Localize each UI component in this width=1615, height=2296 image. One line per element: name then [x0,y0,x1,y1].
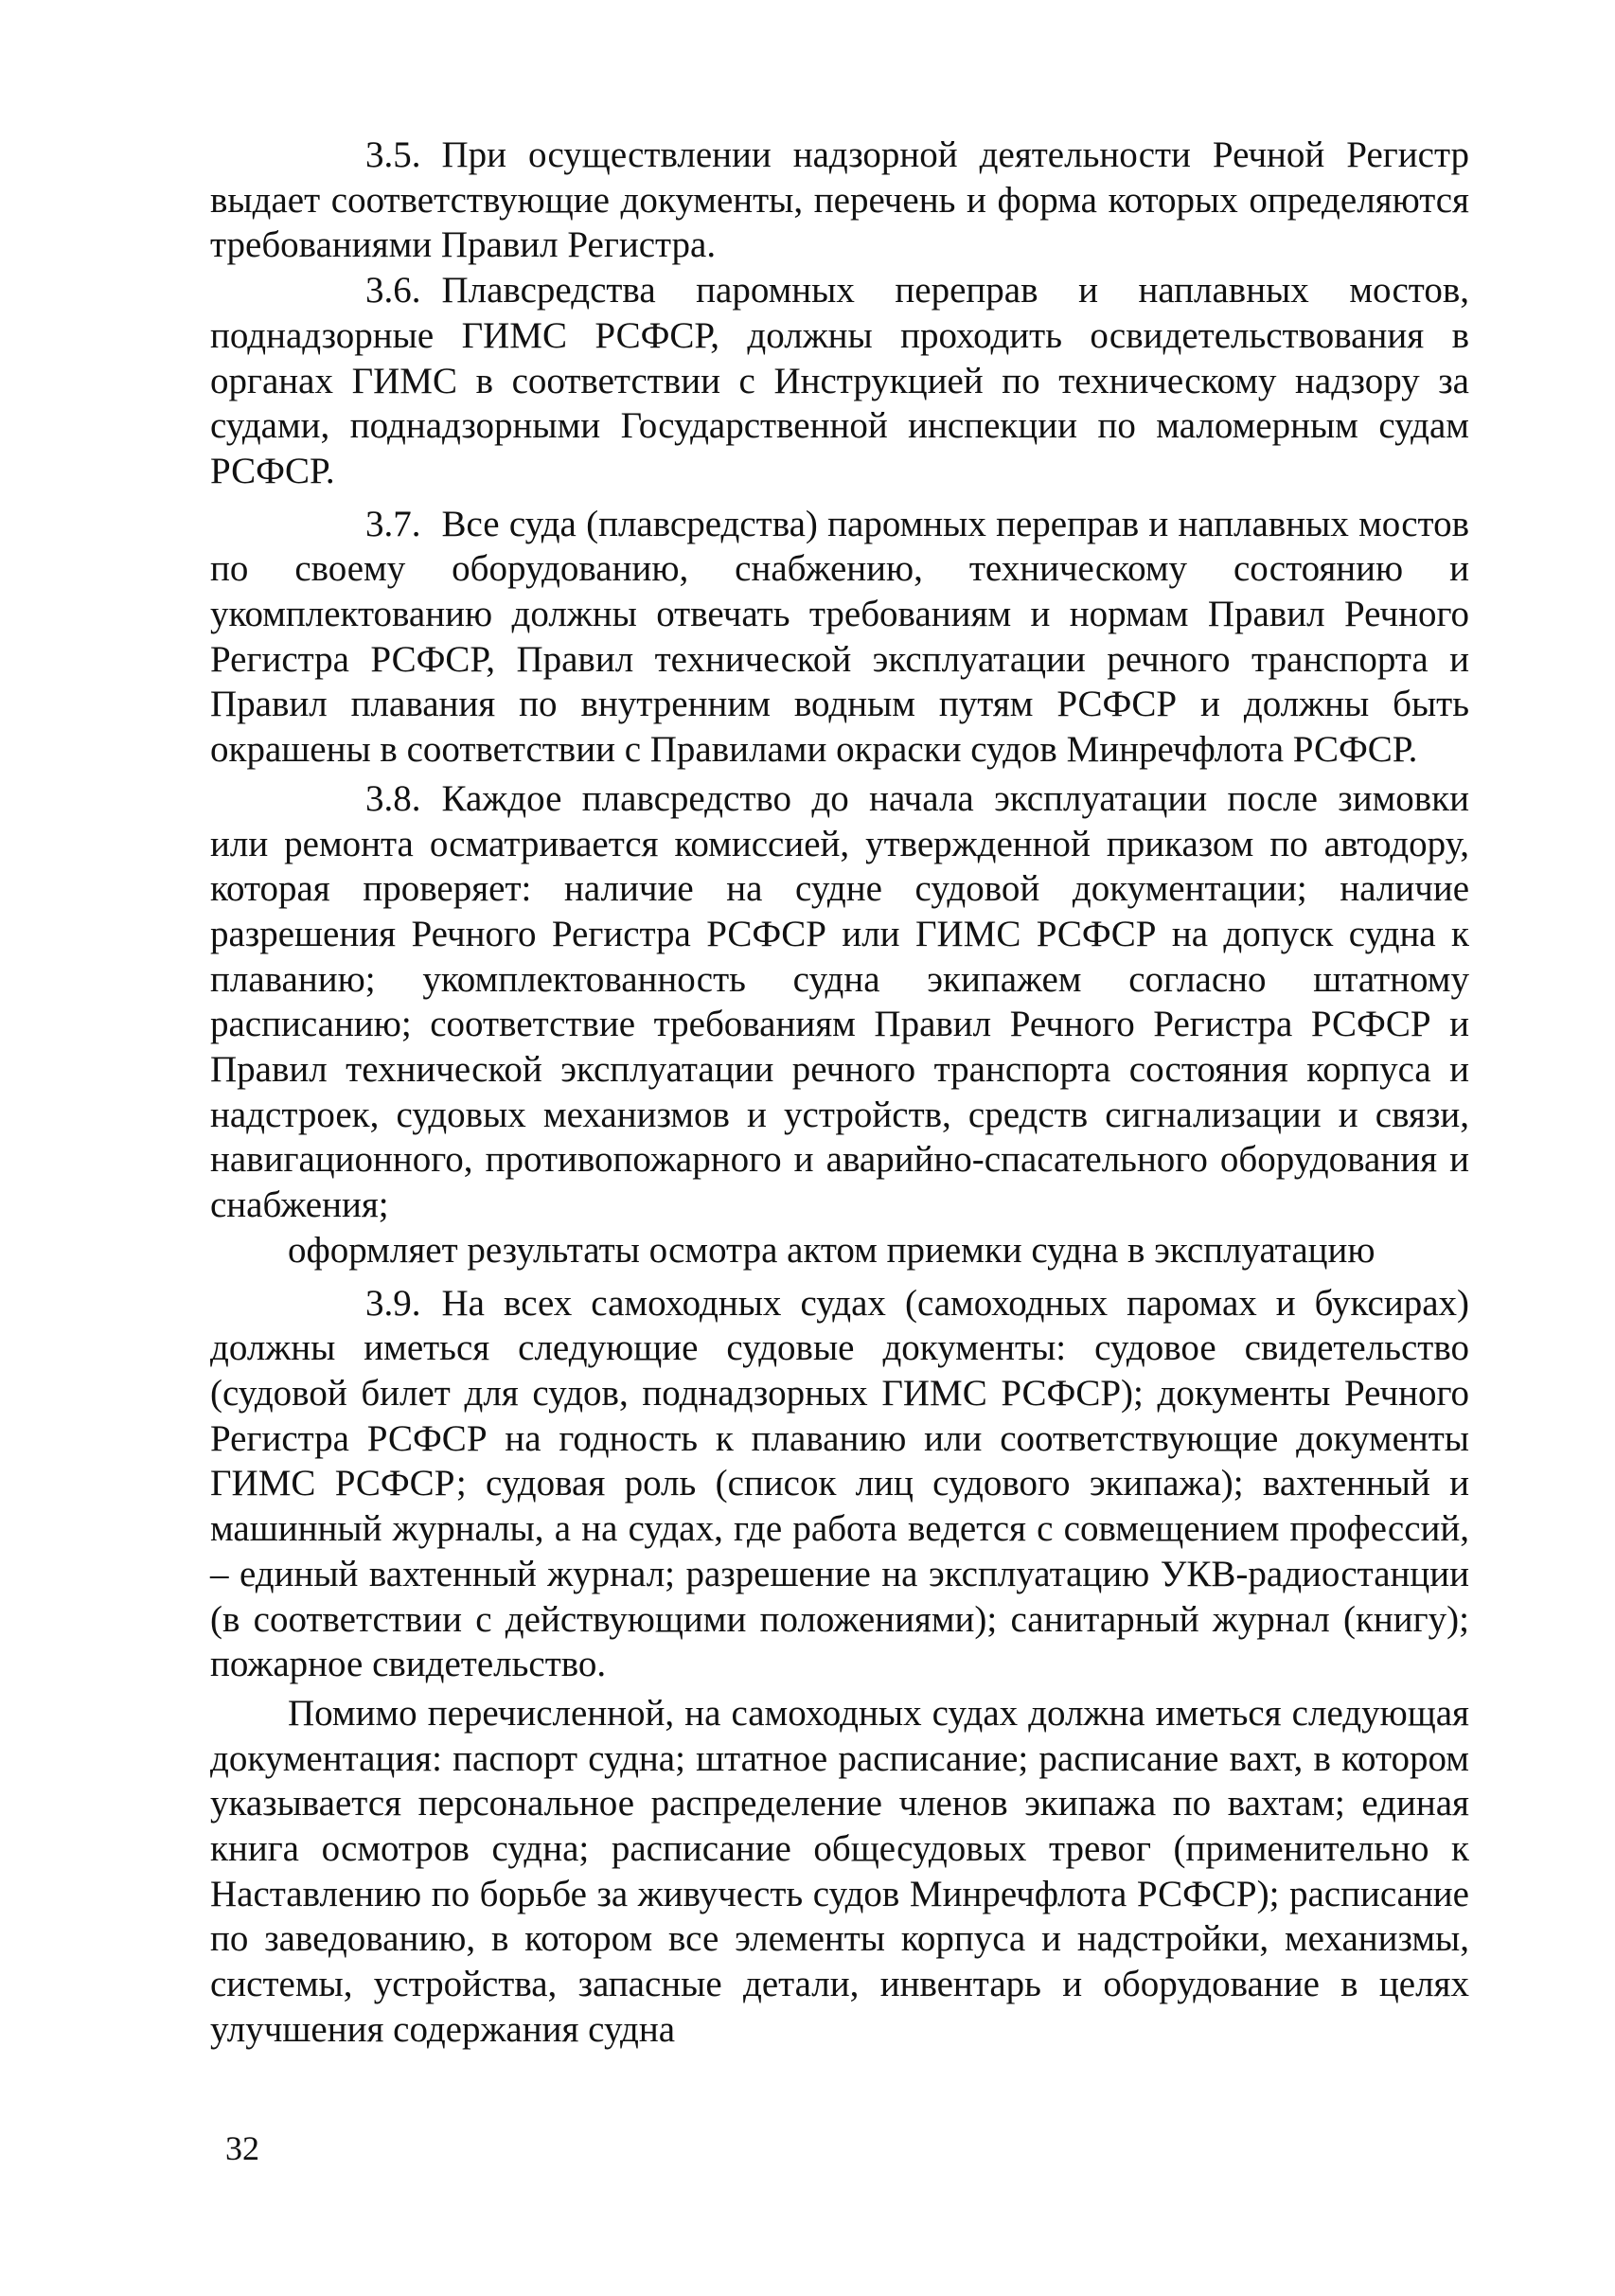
paragraph-number: 3.6. [365,270,421,311]
paragraph-text: Каждое плавсредство до начала эксплуатации после зимовки или ремонта осматривается комиссией, утвержденной приказом по автодору, которая проверяет: наличие на судне судовой документации; наличие разрешения Речного Регистра РСФСР или ГИМС РСФСР на допуск судна к плаванию; укомплектованность судна экипажем согласно штатному расписанию; соответствие требованиям Правил Речного Регистра РСФСР и Правил технической эксплуатации речного транспорта состояния корпуса и надстроек, судовых механизмов и устройств, средств сигнализации и связи, навигационного, противопожарного и аварийно-спасательного оборудования и снабжения; [210,777,1469,1226]
paragraph-3-8 [210,776,1469,1228]
paragraph-3-9 [210,1281,1469,1687]
paragraph-3-9-continuation [210,1691,1469,2053]
paragraph-text: Все суда (плавсредства) паромных переправ и наплавных мостов по своему оборудованию, снабжению, техническому состоянию и укомплектованию должны отвечать требованиям и нормам Правил Речного Регистра РСФСР, Правил технической эксплуатации речного транспорта и Правил плавания по внутренним водным путям РСФСР и должны быть окрашены в соответствии с Правилами окраски судов Минречфлота РСФСР. [210,503,1469,771]
page-number: 32 [225,2129,259,2167]
paragraph-3-6 [210,268,1469,494]
paragraph-number: 3.8. [365,777,421,819]
paragraph-3-5 [210,133,1469,268]
paragraph-number: 3.5. [365,134,421,175]
page-body [210,133,1469,2053]
paragraph-text: При осуществлении надзорной деятельности Речной Регистр выдает соответствующие документы, перечень и форма которых определяются требованиями Правил Регистра. [210,134,1469,266]
paragraph-3-7 [210,502,1469,773]
paragraph-text: Плавсредства паромных переправ и наплавных мостов, поднадзорные ГИМС РСФСР, должны проходить освидетельствования в органах ГИМС в соответствии с Инструкцией по техническому надзору за судами, поднадзорными Государственной инспекции по маломерным судам РСФСР. [210,270,1469,491]
paragraph-number: 3.7. [365,503,421,544]
paragraph-text: оформляет результаты осмотра актом приемки судна в эксплуатацию [288,1229,1375,1271]
paragraph-text: Помимо перечисленной, на самоходных судах должна иметься следующая документация: паспорт судна; штатное расписание; расписание вахт, в котором указывается персональное распределение членов экипажа по вахтам; единая книга осмотров судна; расписание общесудовых тревог (применительно к Наставлению по борьбе за живучесть судов Минречфлота РСФСР); расписание по заведованию, в котором все элементы корпуса и надстройки, механизмы, системы, устройства, запасные детали, инвентарь и оборудование в целях улучшения содержания судна [210,1692,1469,2050]
paragraph-number: 3.9. [365,1282,421,1324]
paragraph-3-8-continuation [210,1228,1469,1273]
paragraph-text: На всех самоходных судах (самоходных паромах и буксирах) должны иметься следующие судовые документы: судовое свидетельство (судовой билет для судов, поднадзорных ГИМС РСФСР); документы Речного Регистра РСФСР на годность к плаванию или соответствующие документы ГИМС РСФСР; судовая роль (список лиц судового экипажа); вахтенный и машинный журналы, а на судах, где работа ведется с совмещением профессий, – единый вахтенный журнал; разрешение на эксплуатацию УКВ-радиостанции (в соответствии с действующими положениями); санитарный журнал (книгу); пожарное свидетельство. [210,1282,1469,1685]
